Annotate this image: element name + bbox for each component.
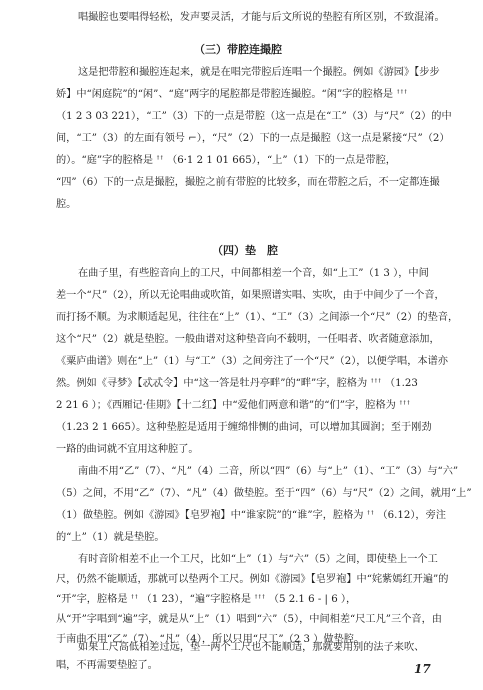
text-line: 唱，不再需要垫腔了。	[56, 660, 158, 671]
text-line: 一路的曲词就不宜用这种腔了。	[56, 444, 199, 455]
text-line: 从“开”字唱到“遍”字，就是从“上”（1）唱到“六”（5），中间相差“尺工凡”三个音，由	[56, 614, 442, 625]
text-line: 《粟庐曲谱》则在“上”（1）与“工”（3）之间旁注了一个“尺”（2），以便学唱，本谱亦	[56, 356, 448, 367]
text-line: 差一个“尺”（2），所以无论唱曲或吹笛，如果照谱实唱、实吹，由于中间少了一个音，	[56, 290, 445, 301]
text-line: 娇】中“闲庭院”的“闲”、“庭”两字的尾腔都是带腔连撮腔。“闲”字的腔格是 ꜛꜛꜛ	[56, 89, 408, 100]
text-line: 在曲子里，有些腔音向上的工尺，中间都相差一个音，如“上工”（1 3 ），中间	[78, 268, 429, 279]
text-line: （1 2 3 03 221），“工”（3）下的一点是带腔（这一点是在“工”（3）与“尺”（2）的中	[56, 111, 452, 122]
text-line: 2 21 6 ）；《西厢记·佳期》【十二红】中“爱他们两意和谐”的“们”字，腔格为 ꜛꜛꜛ	[56, 400, 411, 411]
text-line: 有时音阶相差不止一个工尺，比如“上”（1）与“六”（5）之间，即使垫上一个工	[78, 554, 438, 565]
text-line: “四”（6）下的一点是撮腔，撮腔之前有带腔的比较多，而在带腔之后，不一定都连撮	[56, 177, 440, 188]
text-line: 如果工尺高低相差过远，垫一两个工尺也不能顺适，那就要用别的法子来吹、	[78, 642, 425, 653]
text-line: （1）做垫腔。例如《游园》【皂罗袍】中“谁家院”的“谁”字，腔格为 ꜛꜛ （6.12），旁注	[56, 510, 446, 521]
text-line: 的“上”（1）就是垫腔。	[56, 532, 165, 543]
section-heading: （三）带腔连撮腔	[194, 43, 282, 56]
text-line: （1.23 2 1 665）。这种垫腔是适用于缠绵悱恻的曲词，可以增加其圆润；至于刚劲	[56, 422, 432, 433]
text-line: 尺，仍然不能顺适，那就可以垫两个工尺。例如《游园》【皂罗袍】中“姹紫嫣红开遍”的	[56, 574, 449, 585]
text-line: 的）。“庭”字的腔格是 ꜛꜛ （6·1 2 1 01 665），“上”（1）下的一点是带腔，	[56, 155, 396, 166]
text-line: 于南曲不用“乙”（7）、“凡”（4），所以只用“尺工”（2 3 ）做垫腔。	[56, 634, 365, 645]
text-line: （5）之间，不用“乙”（7）、“凡”（4）做垫腔。至于“四”（6）与“尺”（2）之间，就用“上”	[56, 488, 472, 499]
text-line: 腔。	[56, 199, 77, 210]
text-line: 这个“尺”（2）就是垫腔。一般曲谱对这种垫音向不载明，一任唱者、吹者随意添加，	[56, 334, 440, 345]
text-line: 而打扬不顺。为求顺适起见，往往在“上”（1）、“工”（3）之间添一个“尺”（2）的垫音，	[56, 312, 459, 323]
section-heading: （四）垫 腔	[212, 244, 278, 257]
text-line: “开”字，腔格是 ꜛꜛ （1 23），“遍”字腔格是 ꜛꜛꜛ （5 2.1 6 - | 6 ），	[56, 594, 357, 605]
text-line: 这是把带腔和撮腔连起来，就是在唱完带腔后连唱一个撮腔。例如《游园》【步步	[78, 67, 440, 78]
text-line: 然。例如《寻梦》【忒忒令】中“这一答是牡丹亭畔”的“畔”字，腔格为 ꜛꜛꜛ （1.23	[56, 378, 418, 389]
text-line: 唱撮腔也要唱得轻松，发声要灵活，才能与后文所说的垫腔有所区别，不致混淆。	[78, 12, 445, 23]
page-number: 17	[414, 662, 431, 676]
text-line: 间，“工”（3）的左面有领号 ⌐），“尺”（2）下的一点是撮腔（这一点是紧接“尺”（2）	[56, 133, 450, 144]
text-line: 南曲不用“乙”（7）、“凡”（4）二音，所以“四”（6）与“上”（1）、“工”（3）与“六”	[78, 466, 459, 477]
